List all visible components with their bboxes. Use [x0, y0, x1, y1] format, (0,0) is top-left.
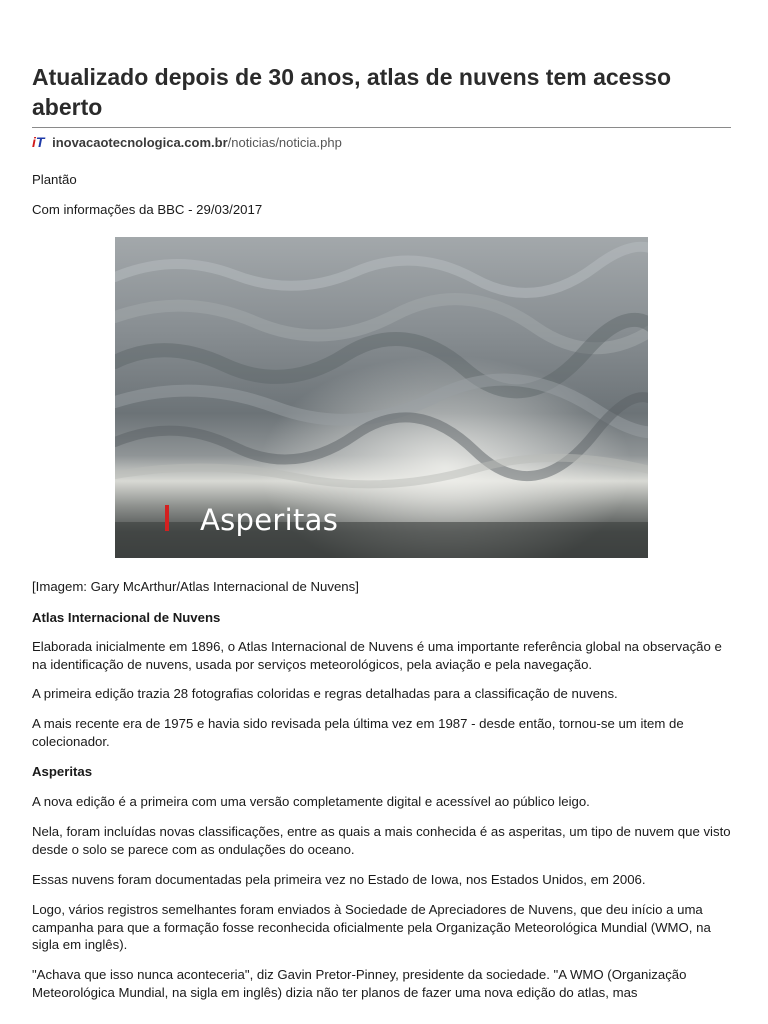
paragraph-6: Essas nuvens foram documentadas pela primeira vez no Estado de Iowa, nos Estados Unidos, em 2006. [32, 872, 646, 887]
byline: Com informações da BBC - 29/03/2017 [32, 202, 263, 217]
title-divider [32, 127, 731, 128]
asperitas-clouds-image [115, 237, 648, 558]
caption-accent-bar [165, 505, 169, 531]
paragraph-4: A nova edição é a primeira com uma versão completamente digital e acessível ao público leigo. [32, 794, 590, 809]
photo-overlay-text: Asperitas [200, 503, 339, 537]
source-line[interactable] [32, 134, 342, 151]
paragraph-7: Logo, vários registros semelhantes foram enviados à Sociedade de Apreciadores de Nuvens, que deu início a uma campanha para que a formação fosse reconhecida oficialmente pela Organização Meteorológica Mundial (WMO, na sigla em inglês). [32, 902, 711, 952]
paragraph-5: Nela, foram incluídas novas classificações, entre as quais a mais conhecida é as asperitas, um tipo de nuvem que visto desde o solo se parece com as ondulações do oceano. [32, 824, 731, 857]
article-title: Atualizado depois de 30 anos, atlas de nuvens tem acesso aberto [32, 64, 672, 120]
subheading-atlas: Atlas Internacional de Nuvens [32, 610, 221, 625]
paragraph-2: A primeira edição trazia 28 fotografias coloridas e regras detalhadas para a classificação de nuvens. [32, 686, 618, 701]
section-label: Plantão [32, 172, 77, 187]
paragraph-8: "Achava que isso nunca aconteceria", diz Gavin Pretor-Pinney, presidente da sociedade. "A WMO (Organização Meteorológica Mundial, na sigla em inglês) dizia não ter planos de fazer uma nova edição do atlas, mas [32, 967, 687, 1000]
image-credit: [Imagem: Gary McArthur/Atlas Internacional de Nuvens] [32, 579, 359, 594]
subheading-asperitas: Asperitas [32, 764, 93, 779]
source-path[interactable]: /noticias/noticia.php [227, 135, 342, 150]
site-logo-icon: iT [32, 134, 45, 150]
paragraph-3: A mais recente era de 1975 e havia sido revisada pela última vez em 1987 - desde então, tornou-se um item de colecionador. [32, 716, 684, 749]
cloud-photo [115, 237, 648, 558]
source-domain[interactable]: inovacaotecnologica.com.br [52, 135, 228, 150]
paragraph-1: Elaborada inicialmente em 1896, o Atlas Internacional de Nuvens é uma importante referência global na observação e na identificação de nuvens, usada por serviços meteorológicos, pela aviação e pela navegação. [32, 639, 722, 672]
